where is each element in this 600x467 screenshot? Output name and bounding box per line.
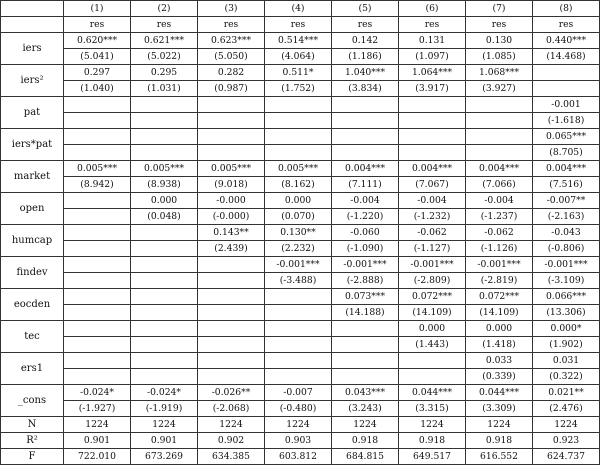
t-stat-cell bbox=[198, 273, 265, 289]
coefficient-cell bbox=[198, 97, 265, 113]
stat-value: 1224 bbox=[399, 417, 466, 433]
coefficient-cell bbox=[265, 353, 332, 369]
coefficient-cell: 0.031 bbox=[533, 353, 600, 369]
column-header: (3) bbox=[198, 1, 265, 17]
table-body bbox=[1, 1, 600, 465]
t-stat-cell bbox=[131, 305, 198, 321]
coefficient-cell bbox=[64, 129, 131, 145]
stat-row bbox=[1, 417, 600, 433]
t-stat-cell: (0.322) bbox=[533, 369, 600, 385]
t-stat-cell bbox=[64, 145, 131, 161]
coefficient-cell: 0.043*** bbox=[332, 385, 399, 401]
coefficient-cell bbox=[131, 225, 198, 241]
coefficient-cell: 0.295 bbox=[131, 65, 198, 81]
coefficient-cell bbox=[64, 193, 131, 209]
coefficient-cell: 0.004*** bbox=[533, 161, 600, 177]
t-stat-cell bbox=[131, 241, 198, 257]
t-stat-cell: (1.752) bbox=[265, 81, 332, 97]
header-row-models bbox=[1, 1, 600, 17]
coefficient-cell: 0.511* bbox=[265, 65, 332, 81]
t-stat-cell: (7.067) bbox=[399, 177, 466, 193]
coefficient-cell: 0.282 bbox=[198, 65, 265, 81]
coefficient-cell: 0.004*** bbox=[399, 161, 466, 177]
coefficient-cell: 0.033 bbox=[466, 353, 533, 369]
coefficient-cell bbox=[198, 257, 265, 273]
variable-label: _cons bbox=[1, 385, 64, 417]
stat-value: 1224 bbox=[265, 417, 332, 433]
table-row bbox=[1, 385, 600, 401]
t-stat-cell bbox=[64, 209, 131, 225]
t-stat-cell: (5.022) bbox=[131, 49, 198, 65]
table-row bbox=[1, 129, 600, 145]
stat-value: 684.815 bbox=[332, 449, 399, 465]
table-row bbox=[1, 97, 600, 113]
t-stat-cell: (1.040) bbox=[64, 81, 131, 97]
coefficient-cell: 0.073*** bbox=[332, 289, 399, 305]
coefficient-cell bbox=[332, 353, 399, 369]
table-row bbox=[1, 225, 600, 241]
table-row bbox=[1, 49, 600, 65]
t-stat-cell: (-1.237) bbox=[466, 209, 533, 225]
t-stat-cell bbox=[332, 145, 399, 161]
variable-label: iers*pat bbox=[1, 129, 64, 161]
t-stat-cell: (7.066) bbox=[466, 177, 533, 193]
t-stat-cell bbox=[265, 145, 332, 161]
stat-value: 0.918 bbox=[466, 433, 533, 449]
coefficient-cell: 1.068*** bbox=[466, 65, 533, 81]
t-stat-cell: (1.418) bbox=[466, 337, 533, 353]
coefficient-cell bbox=[198, 129, 265, 145]
t-stat-cell bbox=[265, 369, 332, 385]
coefficient-cell: -0.001 bbox=[533, 97, 600, 113]
t-stat-cell bbox=[198, 369, 265, 385]
table-row bbox=[1, 305, 600, 321]
table-row bbox=[1, 369, 600, 385]
t-stat-cell: (5.041) bbox=[64, 49, 131, 65]
coefficient-cell: -0.000 bbox=[198, 193, 265, 209]
t-stat-cell: (-1.232) bbox=[399, 209, 466, 225]
corner-cell bbox=[1, 17, 64, 33]
stat-value: 634.385 bbox=[198, 449, 265, 465]
coefficient-cell bbox=[466, 97, 533, 113]
coefficient-cell: -0.001*** bbox=[332, 257, 399, 273]
dependent-header: res bbox=[332, 17, 399, 33]
column-header: (1) bbox=[64, 1, 131, 17]
coefficient-cell bbox=[466, 129, 533, 145]
stat-row bbox=[1, 449, 600, 465]
coefficient-cell: 0.620*** bbox=[64, 33, 131, 49]
coefficient-cell bbox=[131, 353, 198, 369]
variable-label: eocden bbox=[1, 289, 64, 321]
dependent-header: res bbox=[399, 17, 466, 33]
coefficient-cell: 0.131 bbox=[399, 33, 466, 49]
t-stat-cell bbox=[265, 337, 332, 353]
coefficient-cell: 0.000 bbox=[399, 321, 466, 337]
t-stat-cell bbox=[332, 337, 399, 353]
coefficient-cell bbox=[332, 97, 399, 113]
t-stat-cell bbox=[131, 337, 198, 353]
t-stat-cell: (-3.109) bbox=[533, 273, 600, 289]
coefficient-cell: -0.024* bbox=[64, 385, 131, 401]
coefficient-cell bbox=[332, 321, 399, 337]
t-stat-cell: (-1.126) bbox=[466, 241, 533, 257]
coefficient-cell: 0.072*** bbox=[399, 289, 466, 305]
coefficient-cell: 0.066*** bbox=[533, 289, 600, 305]
table-row bbox=[1, 145, 600, 161]
coefficient-cell bbox=[64, 257, 131, 273]
stat-label: R² bbox=[1, 433, 64, 449]
stat-value: 0.903 bbox=[265, 433, 332, 449]
table-row bbox=[1, 289, 600, 305]
stat-row bbox=[1, 433, 600, 449]
stat-value: 0.901 bbox=[64, 433, 131, 449]
coefficient-cell bbox=[64, 353, 131, 369]
coefficient-cell: -0.062 bbox=[466, 225, 533, 241]
table-row bbox=[1, 273, 600, 289]
coefficient-cell bbox=[265, 289, 332, 305]
t-stat-cell: (7.516) bbox=[533, 177, 600, 193]
coefficient-cell: 0.621*** bbox=[131, 33, 198, 49]
t-stat-cell bbox=[332, 113, 399, 129]
t-stat-cell bbox=[131, 145, 198, 161]
t-stat-cell: (-1.919) bbox=[131, 401, 198, 417]
t-stat-cell bbox=[332, 369, 399, 385]
coefficient-cell: 0.130** bbox=[265, 225, 332, 241]
coefficient-cell: -0.004 bbox=[332, 193, 399, 209]
t-stat-cell: (-2.163) bbox=[533, 209, 600, 225]
coefficient-cell bbox=[198, 289, 265, 305]
t-stat-cell: (13.306) bbox=[533, 305, 600, 321]
t-stat-cell: (-1.927) bbox=[64, 401, 131, 417]
t-stat-cell: (0.339) bbox=[466, 369, 533, 385]
coefficient-cell: 0.005*** bbox=[64, 161, 131, 177]
coefficient-cell bbox=[131, 97, 198, 113]
t-stat-cell: (-2.888) bbox=[332, 273, 399, 289]
coefficient-cell: -0.001*** bbox=[466, 257, 533, 273]
t-stat-cell bbox=[198, 305, 265, 321]
stat-value: 1224 bbox=[64, 417, 131, 433]
coefficient-cell bbox=[198, 353, 265, 369]
coefficient-cell: 1.040*** bbox=[332, 65, 399, 81]
t-stat-cell: (8.938) bbox=[131, 177, 198, 193]
column-header: (4) bbox=[265, 1, 332, 17]
coefficient-cell bbox=[265, 129, 332, 145]
variable-label: pat bbox=[1, 97, 64, 129]
stat-value: 616.552 bbox=[466, 449, 533, 465]
coefficient-cell: -0.004 bbox=[399, 193, 466, 209]
coefficient-cell bbox=[399, 129, 466, 145]
coefficient-cell: -0.024* bbox=[131, 385, 198, 401]
stat-value: 0.902 bbox=[198, 433, 265, 449]
table-row bbox=[1, 353, 600, 369]
coefficient-cell: -0.001*** bbox=[265, 257, 332, 273]
t-stat-cell bbox=[64, 337, 131, 353]
stat-label: N bbox=[1, 417, 64, 433]
t-stat-cell: (-1.127) bbox=[399, 241, 466, 257]
t-stat-cell: (0.048) bbox=[131, 209, 198, 225]
coefficient-cell: -0.062 bbox=[399, 225, 466, 241]
table-row bbox=[1, 337, 600, 353]
t-stat-cell: (1.097) bbox=[399, 49, 466, 65]
stat-value: 673.269 bbox=[131, 449, 198, 465]
stat-label: F bbox=[1, 449, 64, 465]
t-stat-cell: (1.902) bbox=[533, 337, 600, 353]
t-stat-cell: (-3.488) bbox=[265, 273, 332, 289]
stat-value: 0.901 bbox=[131, 433, 198, 449]
coefficient-cell bbox=[131, 257, 198, 273]
stat-value: 1224 bbox=[533, 417, 600, 433]
t-stat-cell: (3.309) bbox=[466, 401, 533, 417]
coefficient-cell: 0.065*** bbox=[533, 129, 600, 145]
variable-label: ers1 bbox=[1, 353, 64, 385]
t-stat-cell: (3.243) bbox=[332, 401, 399, 417]
t-stat-cell bbox=[64, 369, 131, 385]
coefficient-cell bbox=[265, 321, 332, 337]
t-stat-cell bbox=[64, 305, 131, 321]
stat-value: 624.737 bbox=[533, 449, 600, 465]
coefficient-cell: 0.130 bbox=[466, 33, 533, 49]
t-stat-cell: (14.188) bbox=[332, 305, 399, 321]
t-stat-cell bbox=[198, 113, 265, 129]
coefficient-cell bbox=[64, 289, 131, 305]
coefficient-cell: 0.440*** bbox=[533, 33, 600, 49]
dependent-header: res bbox=[198, 17, 265, 33]
coefficient-cell: -0.026** bbox=[198, 385, 265, 401]
table-row bbox=[1, 81, 600, 97]
t-stat-cell bbox=[399, 145, 466, 161]
t-stat-cell: (8.162) bbox=[265, 177, 332, 193]
t-stat-cell bbox=[64, 273, 131, 289]
t-stat-cell: (14.468) bbox=[533, 49, 600, 65]
stat-value: 1224 bbox=[466, 417, 533, 433]
t-stat-cell: (4.064) bbox=[265, 49, 332, 65]
coefficient-cell bbox=[64, 225, 131, 241]
coefficient-cell: -0.007 bbox=[265, 385, 332, 401]
coefficient-cell: 1.064*** bbox=[399, 65, 466, 81]
t-stat-cell: (5.050) bbox=[198, 49, 265, 65]
column-header: (7) bbox=[466, 1, 533, 17]
column-header: (5) bbox=[332, 1, 399, 17]
t-stat-cell: (14.109) bbox=[399, 305, 466, 321]
coefficient-cell bbox=[332, 129, 399, 145]
coefficient-cell: 0.000 bbox=[131, 193, 198, 209]
coefficient-cell bbox=[131, 129, 198, 145]
coefficient-cell: 0.072*** bbox=[466, 289, 533, 305]
t-stat-cell: (3.315) bbox=[399, 401, 466, 417]
coefficient-cell: 0.514*** bbox=[265, 33, 332, 49]
table-row bbox=[1, 321, 600, 337]
coefficient-cell: 0.004*** bbox=[466, 161, 533, 177]
coefficient-cell: 0.000 bbox=[466, 321, 533, 337]
t-stat-cell bbox=[466, 145, 533, 161]
t-stat-cell: (-1.220) bbox=[332, 209, 399, 225]
stat-value: 722.010 bbox=[64, 449, 131, 465]
coefficient-cell: 0.021** bbox=[533, 385, 600, 401]
dependent-header: res bbox=[131, 17, 198, 33]
dependent-header: res bbox=[64, 17, 131, 33]
table-row bbox=[1, 65, 600, 81]
stat-value: 603.812 bbox=[265, 449, 332, 465]
table-row bbox=[1, 33, 600, 49]
dependent-header: res bbox=[533, 17, 600, 33]
t-stat-cell: (7.111) bbox=[332, 177, 399, 193]
t-stat-cell bbox=[533, 81, 600, 97]
t-stat-cell: (-0.806) bbox=[533, 241, 600, 257]
coefficient-cell bbox=[64, 97, 131, 113]
variable-label: open bbox=[1, 193, 64, 225]
coefficient-cell: -0.001*** bbox=[533, 257, 600, 273]
coefficient-cell bbox=[131, 289, 198, 305]
table-row bbox=[1, 177, 600, 193]
t-stat-cell bbox=[64, 113, 131, 129]
variable-label: humcap bbox=[1, 225, 64, 257]
coefficient-cell bbox=[399, 97, 466, 113]
coefficient-cell: 0.297 bbox=[64, 65, 131, 81]
coefficient-cell: 0.005*** bbox=[265, 161, 332, 177]
t-stat-cell: (8.942) bbox=[64, 177, 131, 193]
stat-value: 0.918 bbox=[332, 433, 399, 449]
variable-label: findev bbox=[1, 257, 64, 289]
t-stat-cell: (8.705) bbox=[533, 145, 600, 161]
corner-cell bbox=[1, 1, 64, 17]
column-header: (8) bbox=[533, 1, 600, 17]
table-row bbox=[1, 209, 600, 225]
coefficient-cell: 0.000* bbox=[533, 321, 600, 337]
coefficient-cell: 0.142 bbox=[332, 33, 399, 49]
t-stat-cell: (0.070) bbox=[265, 209, 332, 225]
coefficient-cell: -0.001*** bbox=[399, 257, 466, 273]
coefficient-cell: 0.005*** bbox=[198, 161, 265, 177]
dependent-header: res bbox=[466, 17, 533, 33]
t-stat-cell: (2.439) bbox=[198, 241, 265, 257]
table-row bbox=[1, 401, 600, 417]
t-stat-cell bbox=[131, 369, 198, 385]
t-stat-cell bbox=[131, 273, 198, 289]
stat-value: 1224 bbox=[131, 417, 198, 433]
t-stat-cell bbox=[131, 113, 198, 129]
coefficient-cell bbox=[265, 97, 332, 113]
t-stat-cell: (2.476) bbox=[533, 401, 600, 417]
stat-value: 649.517 bbox=[399, 449, 466, 465]
t-stat-cell bbox=[198, 145, 265, 161]
stat-value: 0.923 bbox=[533, 433, 600, 449]
t-stat-cell: (3.834) bbox=[332, 81, 399, 97]
coefficient-cell: 0.000 bbox=[265, 193, 332, 209]
t-stat-cell: (2.232) bbox=[265, 241, 332, 257]
coefficient-cell: -0.004 bbox=[466, 193, 533, 209]
table-row bbox=[1, 161, 600, 177]
t-stat-cell: (0.987) bbox=[198, 81, 265, 97]
t-stat-cell: (-0.000) bbox=[198, 209, 265, 225]
t-stat-cell: (1.085) bbox=[466, 49, 533, 65]
table-row bbox=[1, 257, 600, 273]
t-stat-cell: (-2.819) bbox=[466, 273, 533, 289]
coefficient-cell: 0.005*** bbox=[131, 161, 198, 177]
t-stat-cell bbox=[399, 369, 466, 385]
t-stat-cell: (9.018) bbox=[198, 177, 265, 193]
coefficient-cell: 0.044*** bbox=[466, 385, 533, 401]
coefficient-cell: 0.143** bbox=[198, 225, 265, 241]
coefficient-cell bbox=[533, 65, 600, 81]
stat-value: 1224 bbox=[332, 417, 399, 433]
t-stat-cell bbox=[64, 241, 131, 257]
coefficient-cell: 0.004*** bbox=[332, 161, 399, 177]
variable-label: iers² bbox=[1, 65, 64, 97]
column-header: (6) bbox=[399, 1, 466, 17]
coefficient-cell bbox=[64, 321, 131, 337]
coefficient-cell bbox=[198, 321, 265, 337]
variable-label: tec bbox=[1, 321, 64, 353]
coefficient-cell bbox=[399, 353, 466, 369]
t-stat-cell: (-0.480) bbox=[265, 401, 332, 417]
coefficient-cell: -0.007** bbox=[533, 193, 600, 209]
coefficient-cell: 0.044*** bbox=[399, 385, 466, 401]
t-stat-cell bbox=[399, 113, 466, 129]
coefficient-cell: -0.060 bbox=[332, 225, 399, 241]
t-stat-cell bbox=[198, 337, 265, 353]
t-stat-cell: (-2.809) bbox=[399, 273, 466, 289]
table-row bbox=[1, 241, 600, 257]
table-row bbox=[1, 193, 600, 209]
variable-label: market bbox=[1, 161, 64, 193]
coefficient-cell bbox=[131, 321, 198, 337]
t-stat-cell: (14.109) bbox=[466, 305, 533, 321]
stat-value: 1224 bbox=[198, 417, 265, 433]
t-stat-cell bbox=[265, 113, 332, 129]
table-row bbox=[1, 113, 600, 129]
t-stat-cell: (-1.090) bbox=[332, 241, 399, 257]
header-row-dependent bbox=[1, 17, 600, 33]
t-stat-cell: (1.186) bbox=[332, 49, 399, 65]
t-stat-cell: (1.443) bbox=[399, 337, 466, 353]
dependent-header: res bbox=[265, 17, 332, 33]
t-stat-cell: (-1.618) bbox=[533, 113, 600, 129]
t-stat-cell bbox=[466, 113, 533, 129]
t-stat-cell: (-2.068) bbox=[198, 401, 265, 417]
coefficient-cell: -0.043 bbox=[533, 225, 600, 241]
column-header: (2) bbox=[131, 1, 198, 17]
t-stat-cell: (3.927) bbox=[466, 81, 533, 97]
t-stat-cell: (3.917) bbox=[399, 81, 466, 97]
variable-label: iers bbox=[1, 33, 64, 65]
stat-value: 0.918 bbox=[399, 433, 466, 449]
t-stat-cell bbox=[265, 305, 332, 321]
t-stat-cell: (1.031) bbox=[131, 81, 198, 97]
coefficient-cell: 0.623*** bbox=[198, 33, 265, 49]
